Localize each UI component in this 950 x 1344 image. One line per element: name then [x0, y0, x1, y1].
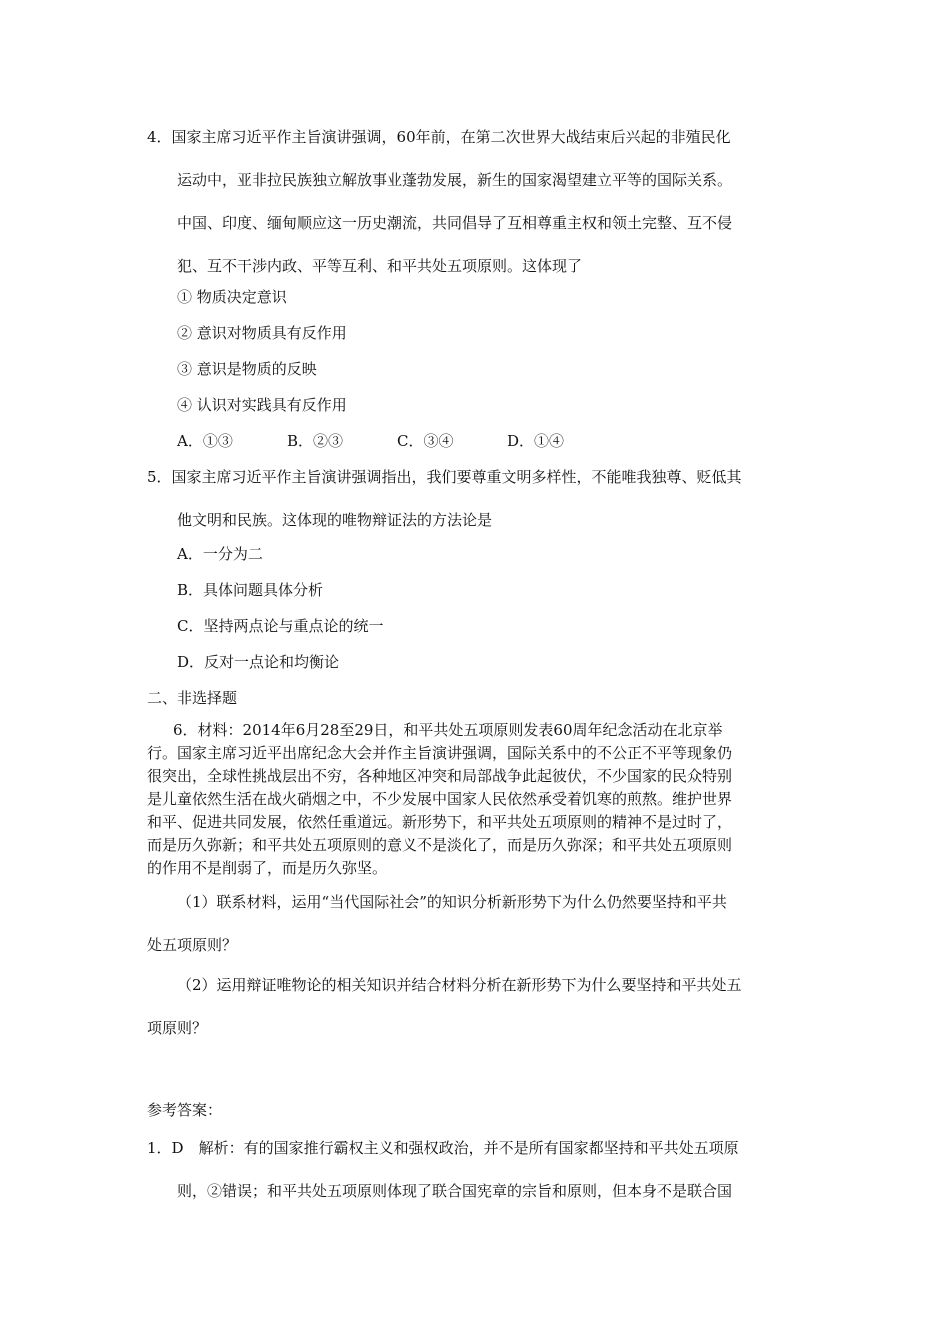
answer-1-line-1: 1．D 解析：有的国家推行霸权主义和强权政治，并不是所有国家都坚持和平共处五项原	[147, 1139, 739, 1157]
q5-stem-line-1: 5．国家主席习近平作主旨演讲强调指出，我们要尊重文明多样性，不能唯我独尊、贬低其	[147, 468, 742, 486]
q4-stem-line-4: 犯、互不干涉内政、平等互利、和平共处五项原则。这体现了	[177, 257, 583, 275]
q4-stem-line-1: 4．国家主席习近平作主旨演讲强调，60年前，在第二次世界大战结束后兴起的非殖民化	[147, 128, 731, 146]
q4-statement-2: ② 意识对物质具有反作用	[177, 324, 347, 342]
q4-stem-line-3: 中国、印度、缅甸顺应这一历史潮流，共同倡导了互相尊重主权和领土完整、互不侵	[177, 214, 733, 232]
q4-statement-3: ③ 意识是物质的反映	[177, 360, 317, 378]
q6-material-line-3: 很突出，全球性挑战层出不穷，各种地区冲突和局部战争此起彼伏，不少国家的民众特别	[147, 767, 733, 785]
q6-sub1-line-1: （1）联系材料，运用“当代国际社会”的知识分析新形势下为什么仍然要坚持和平共	[177, 893, 727, 911]
q6-sub1-line-2: 处五项原则？	[147, 936, 238, 954]
q4-statement-1: ① 物质决定意识	[177, 288, 287, 306]
q6-material-line-6: 而是历久弥新；和平共处五项原则的意义不是淡化了，而是历久弥深；和平共处五项原则	[147, 836, 733, 854]
q6-sub2-line-2: 项原则？	[147, 1019, 208, 1037]
q5-option-b: B．具体问题具体分析	[177, 581, 324, 599]
answers-title: 参考答案：	[147, 1101, 223, 1119]
q6-material-line-5: 和平、促进共同发展，依然任重道远。新形势下，和平共处五项原则的精神不是过时了，	[147, 813, 733, 831]
q4-option-b: B．②③	[287, 432, 344, 450]
q6-material-line-2: 行。国家主席习近平出席纪念大会并作主旨演讲强调，国际关系中的不公正不平等现象仍	[147, 744, 733, 762]
q4-options	[177, 431, 617, 451]
q5-option-d: D．反对一点论和均衡论	[177, 653, 340, 671]
q5-option-c: C．坚持两点论与重点论的统一	[177, 617, 384, 635]
section-2-title: 二、非选择题	[147, 689, 238, 707]
q6-material-line-7: 的作用不是削弱了，而是历久弥坚。	[147, 859, 388, 877]
q4-stem-line-2: 运动中，亚非拉民族独立解放事业蓬勃发展，新生的国家渴望建立平等的国际关系。	[177, 171, 733, 189]
q4-option-c: C．③④	[397, 432, 454, 450]
q4-option-d: D．①④	[507, 432, 565, 450]
answer-1-line-2: 则，②错误；和平共处五项原则体现了联合国宪章的宗旨和原则，但本身不是联合国	[177, 1182, 733, 1200]
q4-option-a: A．①③	[177, 432, 233, 450]
q4-statement-4: ④ 认识对实践具有反作用	[177, 396, 347, 414]
q6-material-line-1: 6．材料：2014年6月28至29日，和平共处五项原则发表60周年纪念活动在北京举	[173, 721, 723, 739]
q5-stem-line-2: 他文明和民族。这体现的唯物辩证法的方法论是	[177, 511, 493, 529]
q5-option-a: A．一分为二	[177, 545, 263, 563]
q6-material-line-4: 是儿童依然生活在战火硝烟之中，不少发展中国家人民依然承受着饥寒的煎熬。维护世界	[147, 790, 733, 808]
q6-sub2-line-1: （2）运用辩证唯物论的相关知识并结合材料分析在新形势下为什么要坚持和平共处五	[177, 976, 742, 994]
